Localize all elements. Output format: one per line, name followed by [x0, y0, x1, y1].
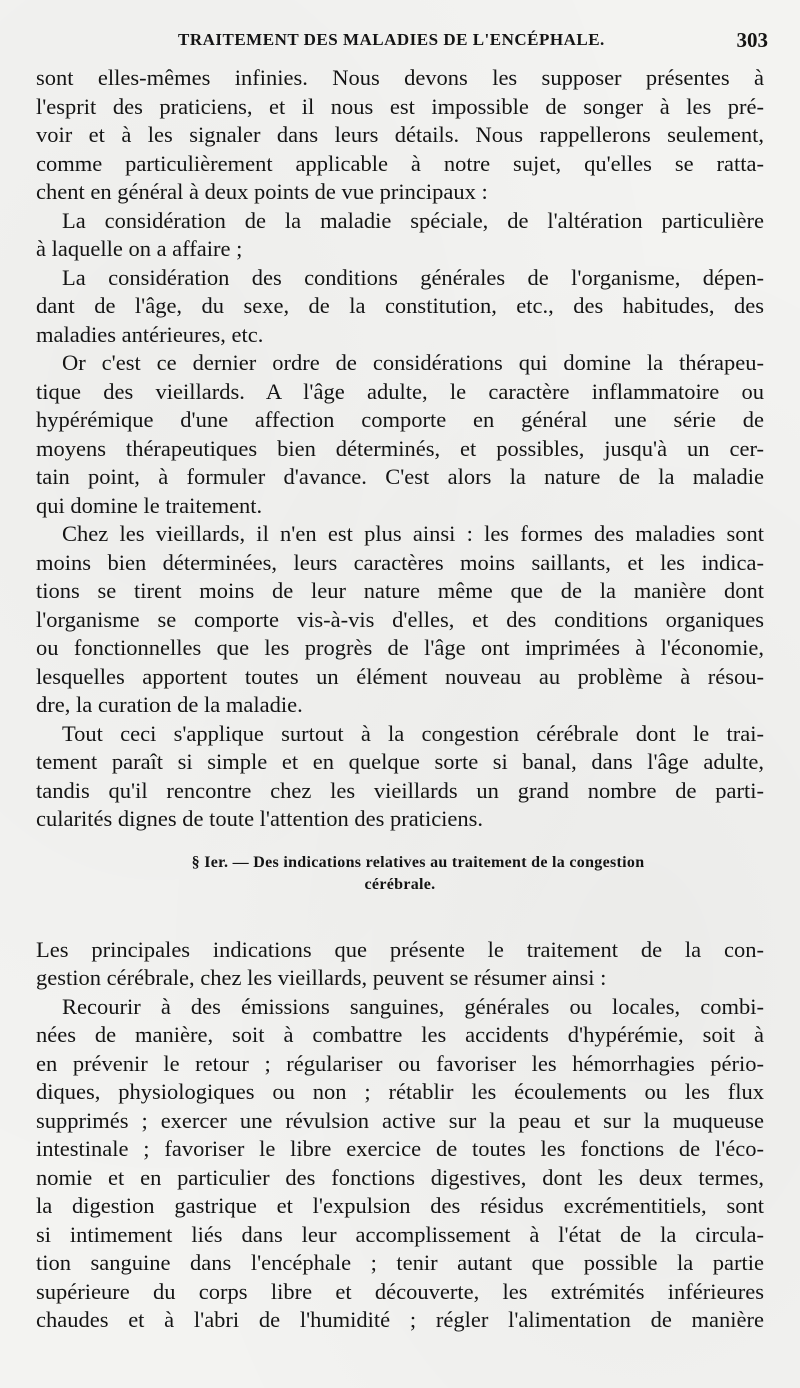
text-line: ou fonctionnelles que les progrès de l'âge ont imprimées à l'économie,: [36, 635, 764, 660]
text-line: nomie et en particulier des fonctions digestives, dont les deux termes,: [36, 1164, 764, 1190]
page-header: [36, 30, 768, 60]
paragraph-block-1: [36, 64, 764, 834]
text-line: supprimés ; exercer une révulsion active sur la peau et sur la muqueuse: [36, 1107, 764, 1133]
text-line: Tout ceci s'applique surtout à la congestion cérébrale dont le trai-: [62, 720, 764, 746]
text-line: gestion cérébrale, chez les vieillards, peuvent se résumer ainsi :: [36, 965, 607, 990]
text-line: maladies antérieures, etc.: [36, 321, 264, 347]
text-line: La considération de la maladie spéciale, de l'altération particulière: [62, 207, 764, 233]
text-line: lesquelles apportent toutes un élément nouveau au problème à résou-: [36, 663, 764, 689]
section-heading-line: cérébrale.: [364, 875, 436, 893]
section-heading-line: § Ier. — Des indications relatives au traitement de la congestion: [191, 853, 645, 871]
text-line: Les principales indications que présente le traitement de la con-: [36, 936, 764, 962]
page-number: 303: [736, 28, 768, 52]
text-line: hypérémique d'une affection comporte en général une série de: [36, 407, 764, 432]
text-line: sont elles-mêmes infinies. Nous devons les supposer présentes à: [36, 65, 764, 90]
text-line: l'esprit des praticiens, et il nous est impossible de songer à les pré-: [36, 93, 764, 119]
text-line: comme particulièrement applicable à notre sujet, qu'elles se ratta-: [36, 150, 764, 176]
text-line: cularités dignes de toute l'attention des praticiens.: [36, 806, 484, 831]
text-line: intestinale ; favoriser le libre exercice de toutes les fonctions de l'éco-: [36, 1136, 764, 1161]
section-heading: [36, 852, 764, 896]
text-line: tement paraît si simple et en quelque sorte si banal, dans l'âge adulte,: [36, 749, 764, 774]
text-line: dant de l'âge, du sexe, de la constitution, etc., des habitudes, des: [36, 293, 764, 318]
text-column: [36, 64, 764, 1335]
text-line: voir et à les signaler dans leurs détails. Nous rappellerons seulement,: [36, 122, 764, 147]
text-line: tions se tirent moins de leur nature même que de la manière dont: [36, 578, 764, 603]
paragraph-block-2: [36, 936, 764, 1335]
text-line: qui domine le traitement.: [36, 492, 263, 518]
text-line: l'organisme se comporte vis-à-vis d'elles, et des conditions organiques: [36, 606, 764, 632]
text-line: Chez les vieillards, il n'en est plus ainsi : les formes des maladies sont: [62, 521, 764, 546]
text-line: tain point, à formuler d'avance. C'est alors la nature de la maladie: [36, 464, 764, 489]
text-line: Recourir à des émissions sanguines, générales ou locales, combi-: [62, 993, 764, 1019]
running-title: TRAITEMENT DES MALADIES DE L'ENCÉPHALE.: [178, 30, 605, 49]
text-line: diques, physiologiques ou non ; rétablir les écoulements ou les flux: [36, 1079, 764, 1104]
text-line: Or c'est ce dernier ordre de considérations qui domine la thérapeu-: [62, 350, 764, 375]
text-line: la digestion gastrique et l'expulsion des résidus excrémentitiels, sont: [36, 1193, 764, 1218]
text-line: à laquelle on a affaire ;: [36, 236, 243, 261]
text-line: moyens thérapeutiques bien déterminés, et possibles, jusqu'à un cer-: [36, 435, 764, 461]
text-line: nées de manière, soit à combattre les accidents d'hypérémie, soit à: [36, 1022, 764, 1047]
text-line: en prévenir le retour ; régulariser ou favoriser les hémorrhagies pério-: [36, 1050, 764, 1076]
text-line: La considération des conditions générales de l'organisme, dépen-: [62, 264, 764, 290]
text-line: tique des vieillards. A l'âge adulte, le caractère inflammatoire ou: [36, 378, 764, 404]
text-line: tandis qu'il rencontre chez les vieillards un grand nombre de parti-: [36, 777, 764, 803]
text-line: dre, la curation de la maladie.: [36, 692, 303, 717]
text-line: tion sanguine dans l'encéphale ; tenir autant que possible la partie: [36, 1250, 764, 1275]
text-line: chaudes et à l'abri de l'humidité ; régler l'alimentation de manière: [36, 1307, 764, 1332]
text-line: moins bien déterminées, leurs caractères moins saillants, et les indica-: [36, 549, 764, 575]
text-line: supérieure du corps libre et découverte, les extrémités inférieures: [36, 1278, 764, 1304]
text-line: si intimement liés dans leur accomplissement à l'état de la circula-: [36, 1221, 764, 1247]
text-line: chent en général à deux points de vue principaux :: [36, 179, 488, 204]
